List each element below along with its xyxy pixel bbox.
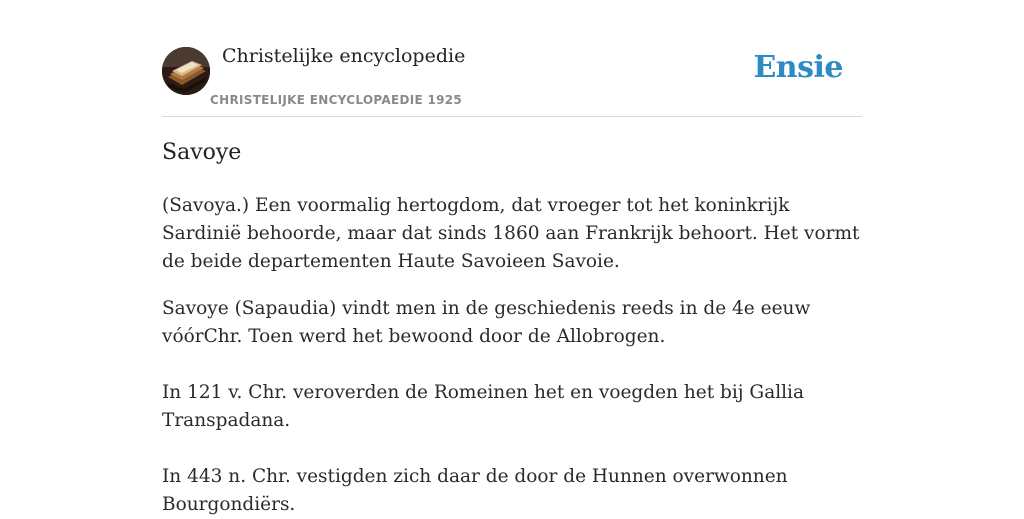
entry-card [162, 0, 862, 515]
source-subtitle: CHRISTELIJKE ENCYCLOPAEDIE 1925 [210, 93, 463, 107]
entry-paragraph: In 121 v. Chr. veroverden de Romeinen het en voegden het bij Gallia Transpadana. [162, 382, 804, 431]
entry-title: Savoye [162, 140, 242, 165]
brand-logo[interactable]: Ensie [753, 50, 843, 85]
book-stack-icon[interactable] [162, 47, 210, 95]
entry-paragraph: (Savoya.) Een voormalig hertogdom, dat vroeger tot het koninkrijk Sardinië behoorde, maar dat sinds 1860 aan Frankrijk behoort. Het vormt de beide departementen Haute Savoieen Savoie. [162, 195, 860, 272]
source-header [162, 0, 862, 117]
entry-paragraph: In 443 n. Chr. vestigden zich daar de door de Hunnen overwonnen Bourgondiërs. [162, 466, 788, 515]
source-title[interactable]: Christelijke encyclopedie [222, 45, 466, 67]
entry-paragraph: Savoye (Sapaudia) vindt men in de geschiedenis reeds in de 4e eeuw vóórChr. Toen werd het bewoond door de Allobrogen. [162, 298, 811, 347]
